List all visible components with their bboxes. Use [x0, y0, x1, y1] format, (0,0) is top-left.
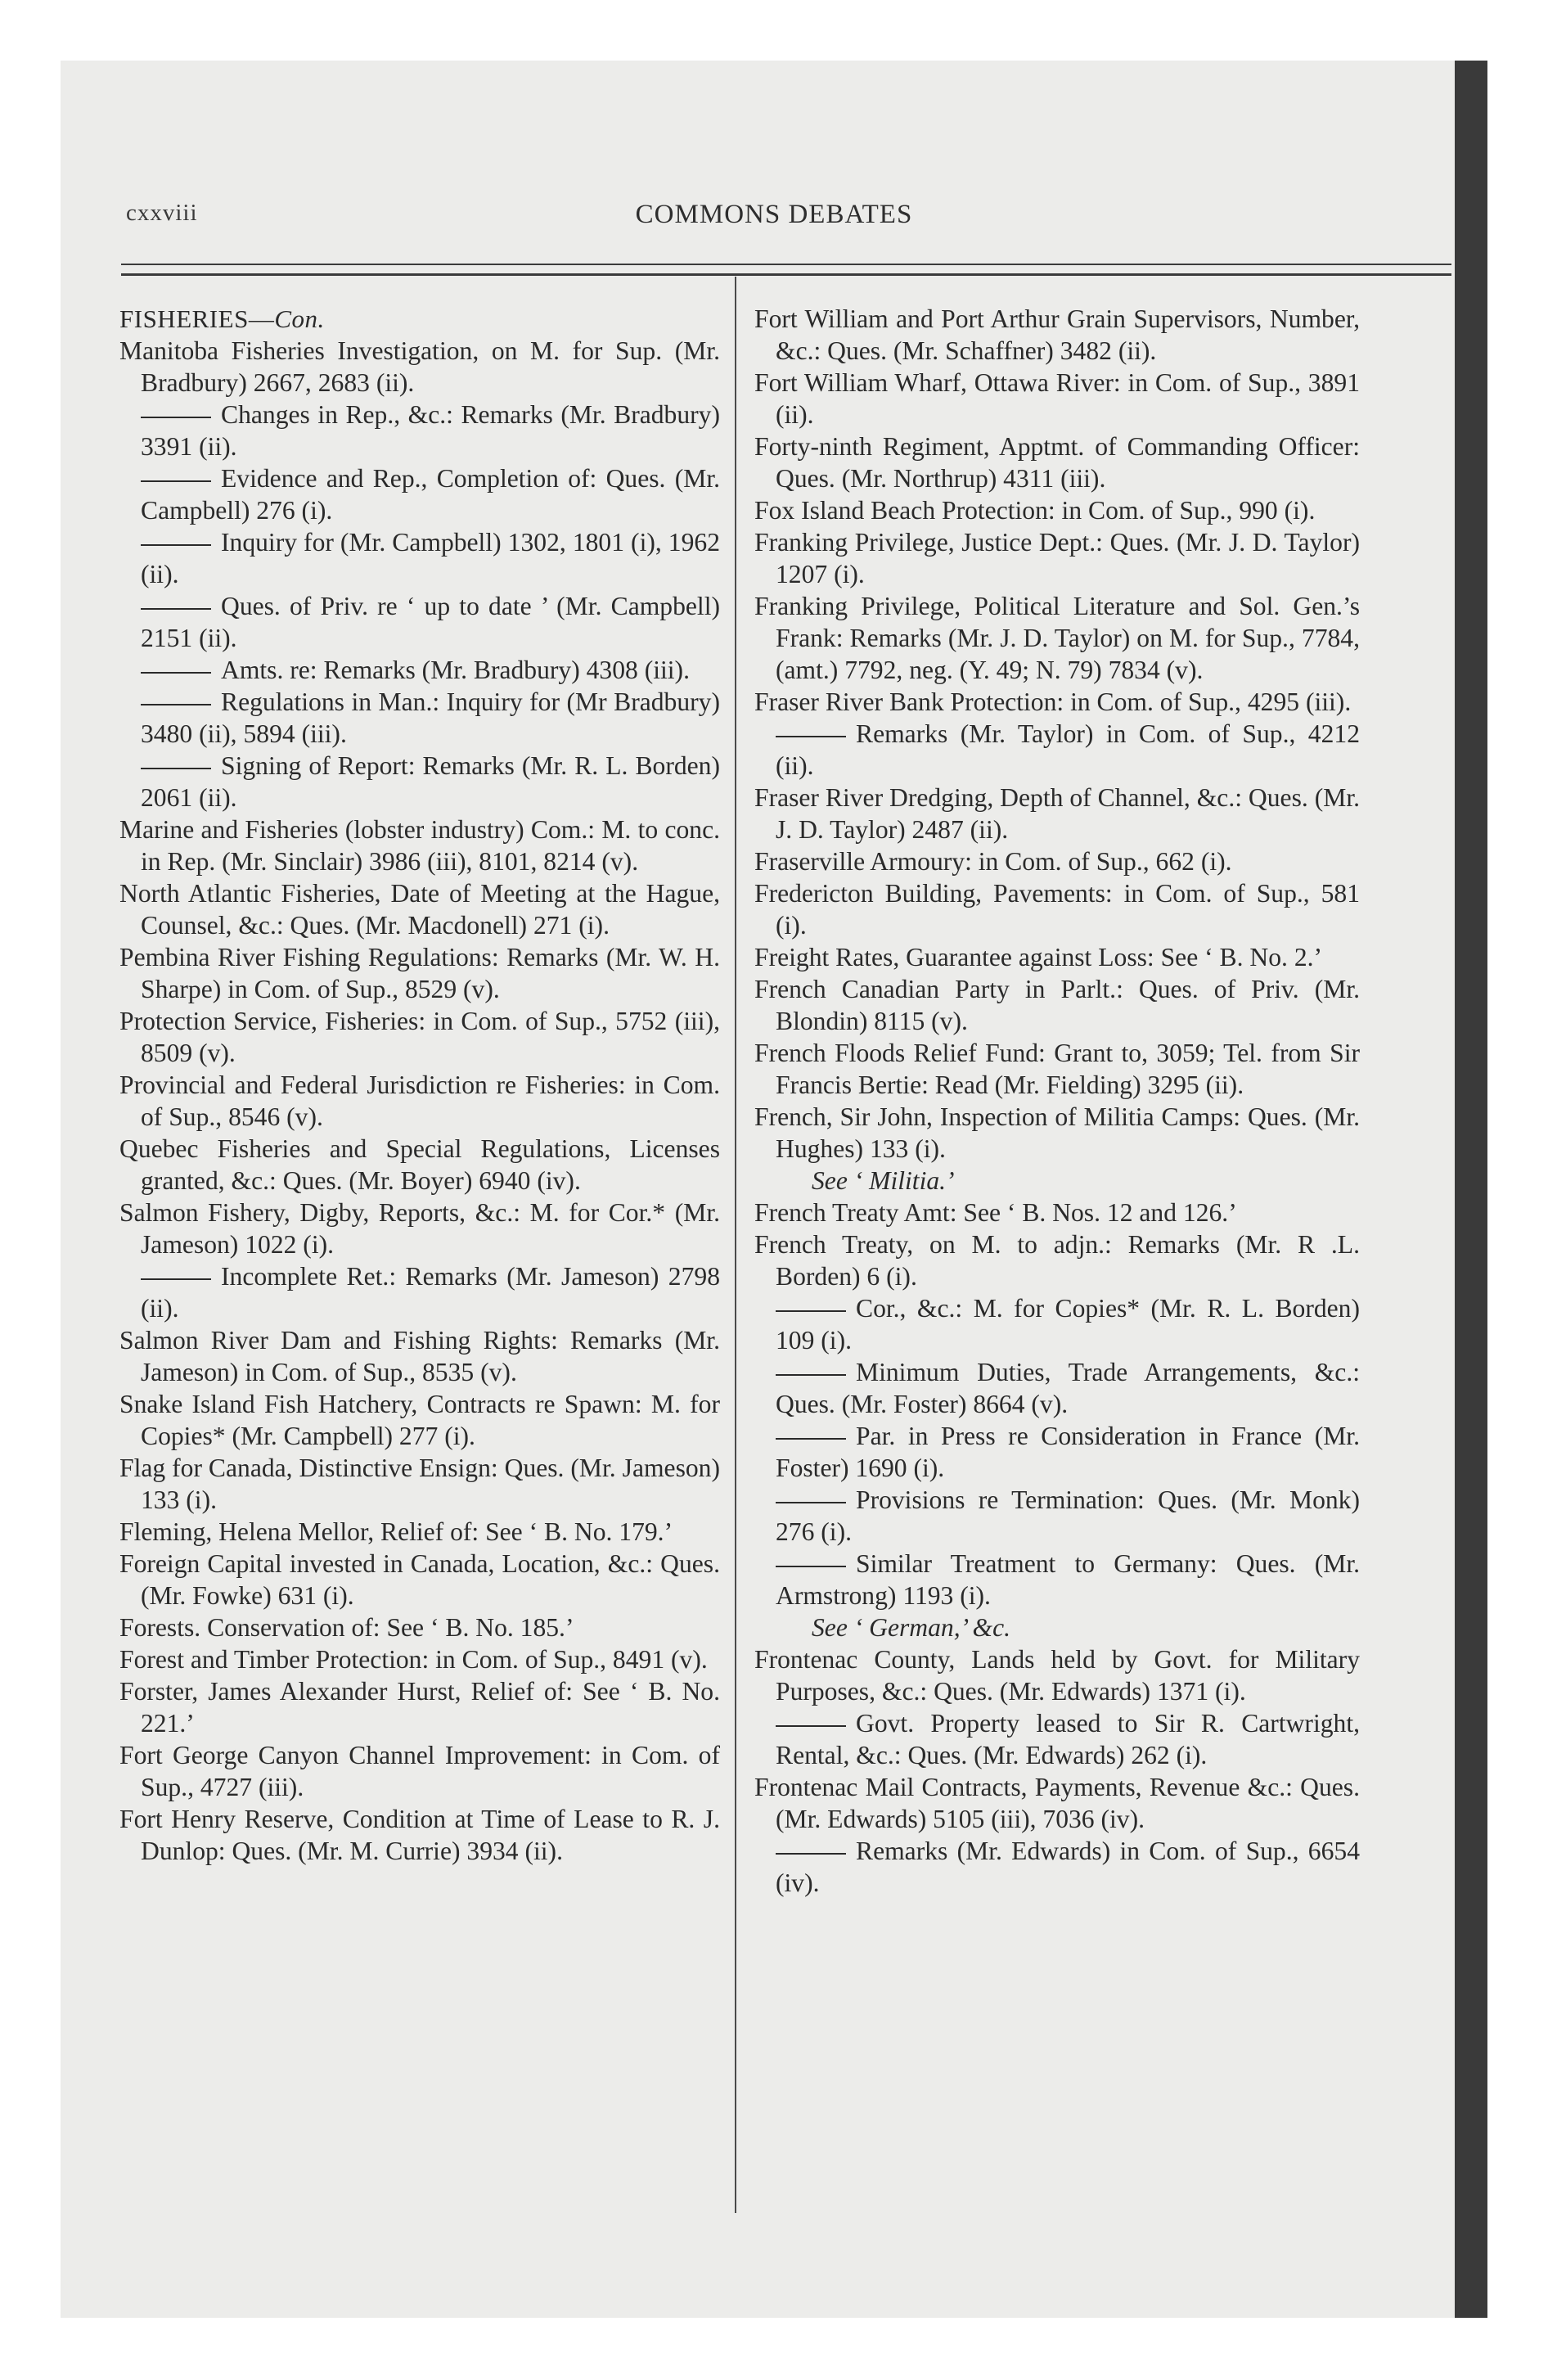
index-entry — [754, 1771, 1360, 1835]
index-entry — [754, 782, 1360, 845]
entry-text: Fort William and Port Arthur Grain Supervisors, Number, &c.: Ques. (Mr. Schaffner) 3482 (ii). — [754, 304, 1360, 365]
entry-text: Protection Service, Fisheries: in Com. of Sup., 5752 (iii), 8509 (v). — [119, 1007, 720, 1067]
entry-text: Amts. re: Remarks (Mr. Bradbury) 4308 (iii). — [119, 656, 690, 684]
entry-text: Forster, James Alexander Hurst, Relief of: See ‘ B. No. 221.’ — [119, 1677, 720, 1738]
entry-text: French, Sir John, Inspection of Militia Camps: Ques. (Mr. Hughes) 133 (i). — [754, 1102, 1360, 1163]
index-entry — [754, 877, 1360, 941]
index-entry — [754, 1228, 1360, 1292]
entry-text: Foreign Capital invested in Canada, Location, &c.: Ques. (Mr. Fowke) 631 (i). — [119, 1549, 720, 1610]
entry-text: Franking Privilege, Justice Dept.: Ques. (Mr. J. D. Taylor) 1207 (i). — [754, 528, 1360, 588]
index-subentry — [119, 399, 720, 462]
left-entries — [119, 335, 720, 1452]
index-entry — [119, 1516, 720, 1548]
index-subentry — [754, 1548, 1360, 1611]
index-entry — [119, 1803, 720, 1867]
index-entry — [119, 1005, 720, 1069]
entry-text: Incomplete Ret.: Remarks (Mr. Jameson) 2798 (ii). — [119, 1262, 720, 1323]
index-subentry — [754, 1707, 1360, 1771]
entry-text: Pembina River Fishing Regulations: Remarks (Mr. W. H. Sharpe) in Com. of Sup., 8529 (v). — [119, 943, 720, 1003]
entry-text: Salmon Fishery, Digby, Reports, &c.: M. for Cor.* (Mr. Jameson) 1022 (i). — [119, 1198, 720, 1259]
index-entry — [119, 1388, 720, 1452]
entry-text: Forty-ninth Regiment, Apptmt. of Commanding Officer: Ques. (Mr. Northrup) 4311 (iii). — [754, 432, 1360, 493]
index-entry — [754, 303, 1360, 367]
entry-text: Fleming, Helena Mellor, Relief of: See ‘ B. No. 179.’ — [119, 1517, 673, 1546]
index-entry — [754, 1197, 1360, 1228]
index-entry — [754, 973, 1360, 1037]
entry-text: Evidence and Rep., Completion of: Ques. (Mr. Campbell) 276 (i). — [119, 464, 720, 525]
entry-text: Similar Treatment to Germany: Ques. (Mr. Armstrong) 1193 (i). — [754, 1549, 1360, 1610]
index-entry — [754, 845, 1360, 877]
entry-text: Fraser River Dredging, Depth of Channel, &c.: Ques. (Mr. J. D. Taylor) 2487 (ii). — [754, 783, 1360, 844]
entry-text: See ‘ Militia.’ — [812, 1166, 955, 1195]
entry-text: Frontenac County, Lands held by Govt. for Military Purposes, &c.: Ques. (Mr. Edwards) 1371 (i). — [754, 1645, 1360, 1706]
index-subentry — [119, 526, 720, 590]
entry-text: Marine and Fisheries (lobster industry) Com.: M. to conc. in Rep. (Mr. Sinclair) 3986 (iii), 8101, 8214 (v). — [119, 815, 720, 876]
index-entry — [119, 877, 720, 941]
index-entry — [119, 814, 720, 877]
entry-text: Forest and Timber Protection: in Com. of Sup., 8491 (v). — [119, 1645, 708, 1674]
header-rule-double — [121, 273, 1451, 276]
page-number: cxxviii — [126, 200, 198, 226]
index-entry — [754, 1037, 1360, 1101]
entry-text: Par. in Press re Consideration in France (Mr. Foster) 1690 (i). — [754, 1422, 1360, 1482]
entry-text: Freight Rates, Guarantee against Loss: See ‘ B. No. 2.’ — [754, 943, 1323, 971]
entry-text: Fort George Canyon Channel Improvement: in Com. of Sup., 4727 (iii). — [119, 1741, 720, 1801]
entry-text: French Treaty Amt: See ‘ B. Nos. 12 and 126.’ — [754, 1198, 1237, 1227]
index-subentry — [119, 462, 720, 526]
entry-text: Forests. Conservation of: See ‘ B. No. 185.’ — [119, 1613, 574, 1642]
entry-text: Flag for Canada, Distinctive Ensign: Ques. (Mr. Jameson) 133 (i). — [119, 1454, 720, 1514]
see-reference — [754, 1611, 1360, 1643]
column-divider — [735, 277, 736, 2213]
index-entry — [119, 1324, 720, 1388]
index-entry — [754, 1101, 1360, 1165]
section-heading-suffix: Con. — [274, 304, 325, 333]
index-entry — [754, 590, 1360, 686]
index-subentry — [119, 750, 720, 814]
index-entry — [754, 1643, 1360, 1707]
index-subentry — [754, 1484, 1360, 1548]
entry-text: Remarks (Mr. Taylor) in Com. of Sup., 4212 (ii). — [754, 719, 1360, 780]
see-reference — [754, 1165, 1360, 1197]
index-entry — [754, 526, 1360, 590]
index-subentry — [119, 686, 720, 750]
index-entry — [119, 335, 720, 399]
entry-text: Minimum Duties, Trade Arrangements, &c.: Ques. (Mr. Foster) 8664 (v). — [754, 1358, 1360, 1418]
index-subentry — [119, 654, 720, 686]
entry-text: Changes in Rep., &c.: Remarks (Mr. Bradbury) 3391 (ii). — [119, 400, 720, 461]
entry-text: Fraser River Bank Protection: in Com. of Sup., 4295 (iii). — [754, 687, 1352, 716]
entry-text: Fraserville Armoury: in Com. of Sup., 662 (i). — [754, 847, 1232, 876]
entry-text: Franking Privilege, Political Literature and Sol. Gen.’s Frank: Remarks (Mr. J. D. Taylor) on M. for Sup., 7784, (amt.) 7792, neg. (Y. 49; N. 79) 7834 (v). — [754, 592, 1360, 684]
entry-text: Fox Island Beach Protection: in Com. of Sup., 990 (i). — [754, 496, 1316, 525]
index-subentry — [119, 590, 720, 654]
entry-text: French Floods Relief Fund: Grant to, 3059; Tel. from Sir Francis Bertie: Read (Mr. Fielding) 3295 (ii). — [754, 1039, 1360, 1099]
index-entry — [119, 1739, 720, 1803]
right-entries — [754, 303, 1360, 1899]
entry-text: French Canadian Party in Parlt.: Ques. of Priv. (Mr. Blondin) 8115 (v). — [754, 975, 1360, 1035]
running-title: COMMONS DEBATES — [635, 200, 913, 229]
index-entry — [119, 1611, 720, 1643]
entry-text: French Treaty, on M. to adjn.: Remarks (Mr. R .L. Borden) 6 (i). — [754, 1230, 1360, 1291]
entry-text: Signing of Report: Remarks (Mr. R. L. Borden) 2061 (ii). — [119, 751, 720, 812]
index-entry — [119, 1452, 720, 1516]
index-entry — [119, 1675, 720, 1739]
entry-text: Fort Henry Reserve, Condition at Time of Lease to R. J. Dunlop: Ques. (Mr. M. Currie) 3934 (ii). — [119, 1805, 720, 1865]
index-subentry — [754, 1292, 1360, 1356]
left-column — [119, 303, 720, 1867]
index-subentry — [754, 1356, 1360, 1420]
index-entry — [754, 430, 1360, 494]
entry-text: North Atlantic Fisheries, Date of Meeting at the Hague, Counsel, &c.: Ques. (Mr. Macdonell) 271 (i). — [119, 879, 720, 940]
entry-text: Snake Island Fish Hatchery, Contracts re Spawn: M. for Copies* (Mr. Campbell) 277 (i). — [119, 1390, 720, 1450]
entry-text: Provisions re Termination: Ques. (Mr. Monk) 276 (i). — [754, 1485, 1360, 1546]
index-entry — [119, 1643, 720, 1675]
entry-text: Fort William Wharf, Ottawa River: in Com. of Sup., 3891 (ii). — [754, 368, 1360, 429]
index-entry — [119, 1197, 720, 1260]
section-heading: FISHERIES—Con. — [119, 304, 325, 333]
header-rule — [121, 264, 1451, 265]
entry-text: Quebec Fisheries and Special Regulations, Licenses granted, &c.: Ques. (Mr. Boyer) 6940 (iv). — [119, 1134, 720, 1195]
index-subentry — [119, 1260, 720, 1324]
entry-text: Inquiry for (Mr. Campbell) 1302, 1801 (i), 1962 (ii). — [119, 528, 720, 588]
entry-text: See ‘ German,’ &c. — [812, 1613, 1011, 1642]
index-entry — [754, 686, 1360, 718]
index-entry — [754, 941, 1360, 973]
index-subentry — [754, 1835, 1360, 1899]
index-entry — [119, 941, 720, 1005]
entry-text: Fredericton Building, Pavements: in Com. of Sup., 581 (i). — [754, 879, 1360, 940]
index-entry — [119, 1069, 720, 1133]
entry-text: Regulations in Man.: Inquiry for (Mr Bradbury) 3480 (ii), 5894 (iii). — [119, 687, 720, 748]
left-top-entries — [119, 1452, 720, 1867]
section-heading-title: FISHERIES — [119, 304, 249, 333]
right-column — [754, 303, 1360, 1899]
index-entry — [754, 367, 1360, 430]
index-entry — [119, 1133, 720, 1197]
entry-text: Frontenac Mail Contracts, Payments, Revenue &c.: Ques. (Mr. Edwards) 5105 (iii), 7036 (iv). — [754, 1773, 1360, 1833]
index-entry — [754, 494, 1360, 526]
entry-text: Ques. of Priv. re ‘ up to date ’ (Mr. Campbell) 2151 (ii). — [119, 592, 720, 652]
entry-text: Cor., &c.: M. for Copies* (Mr. R. L. Borden) 109 (i). — [754, 1294, 1360, 1355]
index-subentry — [754, 1420, 1360, 1484]
entry-text: Salmon River Dam and Fishing Rights: Remarks (Mr. Jameson) in Com. of Sup., 8535 (v). — [119, 1326, 720, 1386]
entry-text: Remarks (Mr. Edwards) in Com. of Sup., 6654 (iv). — [754, 1837, 1360, 1897]
entry-text: Provincial and Federal Jurisdiction re Fisheries: in Com. of Sup., 8546 (v). — [119, 1071, 720, 1131]
index-subentry — [754, 718, 1360, 782]
entry-text: Manitoba Fisheries Investigation, on M. for Sup. (Mr. Bradbury) 2667, 2683 (ii). — [119, 336, 720, 397]
entry-text: Govt. Property leased to Sir R. Cartwright, Rental, &c.: Ques. (Mr. Edwards) 262 (i). — [754, 1709, 1360, 1769]
page-edge-shadow — [1455, 61, 1487, 2318]
index-entry — [119, 1548, 720, 1611]
